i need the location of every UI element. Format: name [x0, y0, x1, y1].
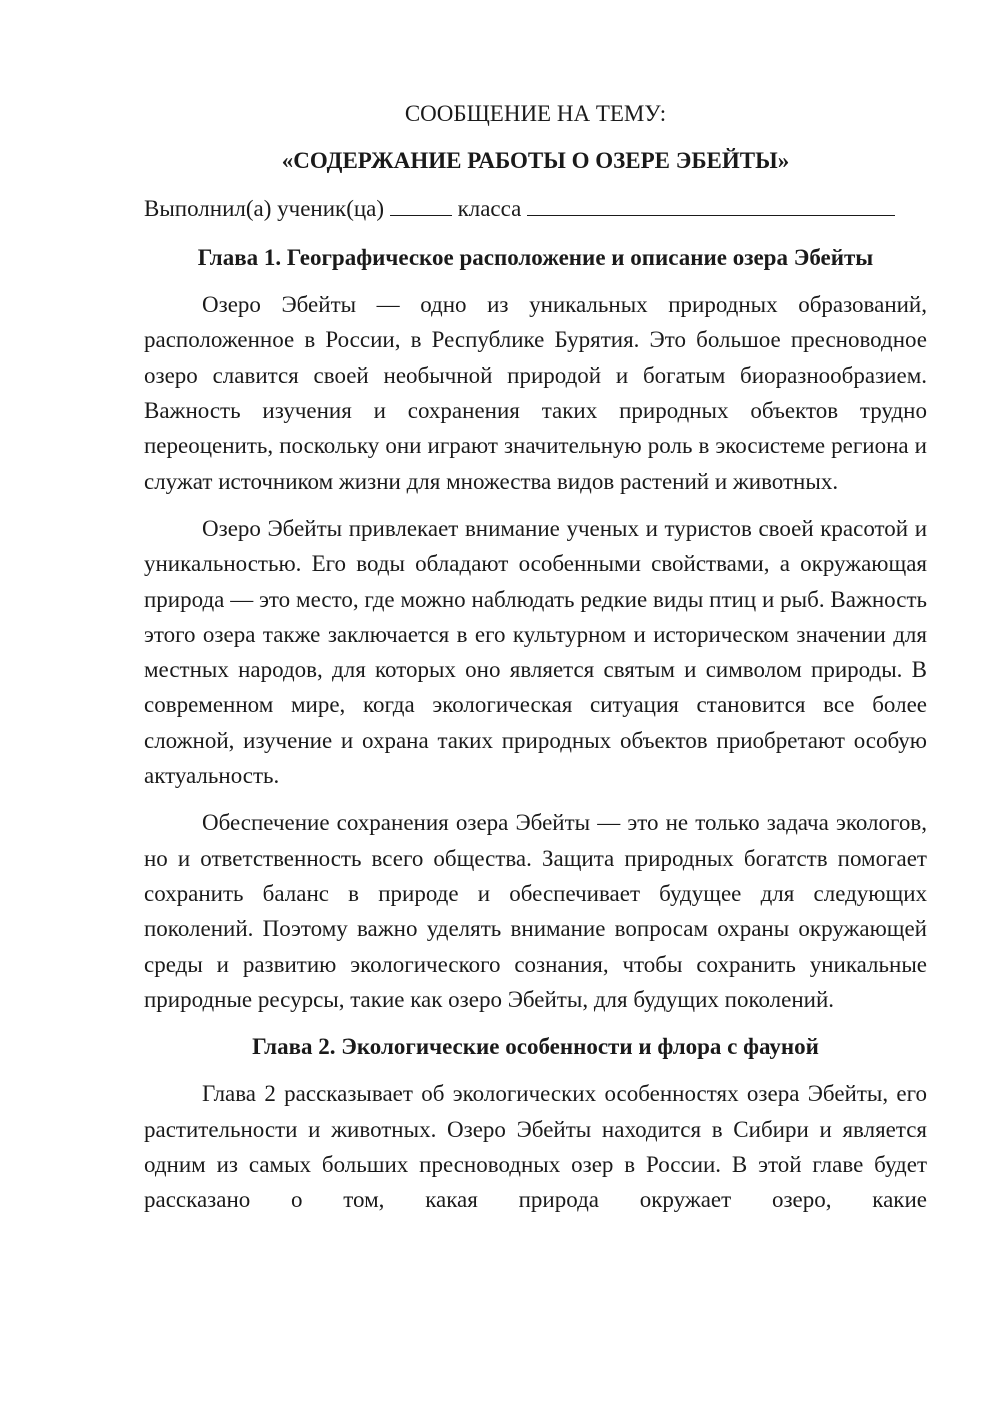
- chapter-1-paragraph-3: Обеспечение сохранения озера Эбейты — это не только задача экологов, но и ответственность всего общества. Защита природных богатств помогает сохранить баланс в природе и обеспечивает будущее для следующих поколений. Поэтому важно уделять внимание вопросам охраны окружающей среды и развитию экологического сознания, чтобы сохранить уникальные природные ресурсы, такие как озеро Эбейты, для будущих поколений.: [144, 810, 927, 1012]
- document-title-line-1: СООБЩЕНИЕ НА ТЕМУ:: [404, 101, 667, 126]
- author-class-word: класса: [457, 195, 522, 221]
- chapter-1-paragraph-1: Озеро Эбейты — одно из уникальных природных образований, расположенное в России, в Республике Бурятия. Это большое пресноводное озеро славится своей необычной природой и богатым биоразнообразием. Важность изучения и сохранения таких природных объектов трудно переоценить, поскольку они играют значительную роль в экосистеме региона и служат источником жизни для множества видов растений и животных.: [144, 292, 927, 494]
- chapter-1-heading: Глава 1. Географическое расположение и описание озера Эбейты: [197, 244, 874, 270]
- author-prefix: Выполнил(а) ученик(ца): [144, 195, 385, 221]
- chapter-1-paragraph-2: Озеро Эбейты привлекает внимание ученых и туристов своей красотой и уникальностью. Его воды обладают особенными свойствами, а окружающая природа — это место, где можно наблюдать редкие виды птиц и рыб. Важность этого озера также заключается в его культурном и историческом значении для местных народов, для которых оно является святым и символом природы. В современном мире, когда экологическая ситуация становится все более сложной, изучение и охрана таких природных объектов приобретают особую актуальность.: [144, 515, 927, 789]
- chapter-2-heading: Глава 2. Экологические особенности и флора с фауной: [252, 1034, 819, 1060]
- class-number-blank: [390, 193, 452, 216]
- chapter-2-paragraph-1: Глава 2 рассказывает об экологических особенностях озера Эбейты, его растительности и животных. Озеро Эбейты находится в Сибири и является одним из самых больших пресноводных озер в России. В этой главе будет рассказано о том, какая природа окружает озеро, какие: [144, 1081, 927, 1213]
- document-title-line-2: «СОДЕРЖАНИЕ РАБОТЫ О ОЗЕРЕ ЭБЕЙТЫ»: [281, 148, 790, 174]
- author-line: [144, 191, 927, 226]
- author-name-blank: [527, 193, 895, 216]
